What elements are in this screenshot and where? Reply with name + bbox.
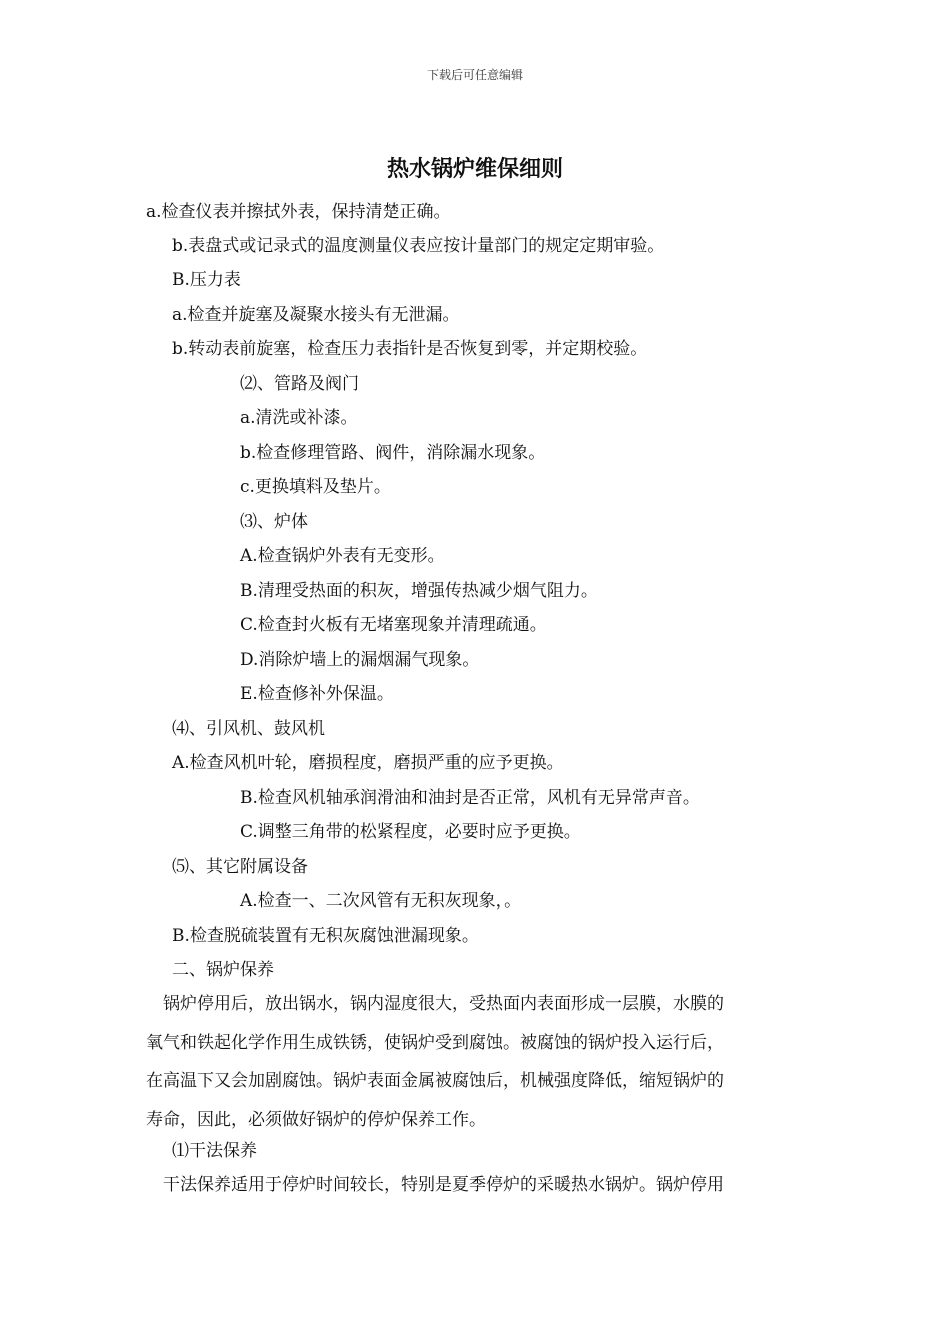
text-line: a.清洗或补漆。	[240, 408, 358, 428]
text-line: C.检查封火板有无堵塞现象并清理疏通。	[240, 615, 547, 635]
text-line: b.表盘式或记录式的温度测量仪表应按计量部门的规定定期审验。	[172, 236, 665, 256]
text-line: a.检查仪表并擦拭外表，保持清楚正确。	[146, 202, 451, 222]
subheading: ⑴干法保养	[172, 1141, 257, 1161]
text-line: A.检查一、二次风管有无积灰现象，。	[240, 891, 522, 911]
text-line: 二、锅炉保养	[172, 960, 274, 980]
text-line: ⑶、炉体	[240, 512, 308, 532]
paragraph-boiler-maintenance	[146, 985, 806, 1139]
text-line: B.压力表	[172, 270, 241, 290]
page-header: 下载后可任意编辑	[426, 68, 523, 82]
text-line: a.检查并旋塞及凝聚水接头有无泄漏。	[172, 305, 460, 325]
text-line: ⑷、引风机、鼓风机	[172, 719, 325, 739]
text-line: ⑵、管路及阀门	[240, 374, 359, 394]
text-line: D.消除炉墙上的漏烟漏气现象。	[240, 650, 480, 670]
text-line: E.检查修补外保温。	[240, 684, 394, 704]
paragraph-line: 在高温下又会加剧腐蚀。锅炉表面金属被腐蚀后，机械强度降低，缩短锅炉的	[146, 1071, 724, 1091]
paragraph-line: 锅炉停用后，放出锅水，锅内湿度很大，受热面内表面形成一层膜，水膜的	[146, 994, 724, 1014]
paragraph-line: 寿命，因此，必须做好锅炉的停炉保养工作。	[146, 1109, 486, 1130]
text-line: A.检查风机叶轮，磨损程度，磨损严重的应予更换。	[172, 753, 564, 773]
text-line: B.清理受热面的积灰，增强传热减少烟气阻力。	[240, 581, 598, 601]
document-title: 热水锅炉维保细则	[386, 157, 563, 182]
text-line: b.检查修理管路、阀件，消除漏水现象。	[240, 443, 546, 463]
text-line: C.调整三角带的松紧程度，必要时应予更换。	[240, 822, 581, 842]
text-line: B.检查风机轴承润滑油和油封是否正常，风机有无异常声音。	[240, 788, 700, 808]
text-line: ⑸、其它附属设备	[172, 857, 308, 877]
text-line: c.更换填料及垫片。	[240, 477, 391, 497]
paragraph-line: 氧气和铁起化学作用生成铁锈，使锅炉受到腐蚀。被腐蚀的锅炉投入运行后，	[146, 1032, 724, 1053]
paragraph-dry-maintenance: 干法保养适用于停炉时间较长，特别是夏季停炉的采暖热水锅炉。锅炉停用	[146, 1175, 724, 1195]
text-line: B.检查脱硫装置有无积灰腐蚀泄漏现象。	[172, 926, 479, 946]
text-line: A.检查锅炉外表有无变形。	[240, 546, 445, 566]
text-line: b.转动表前旋塞，检查压力表指针是否恢复到零，并定期校验。	[172, 339, 648, 359]
